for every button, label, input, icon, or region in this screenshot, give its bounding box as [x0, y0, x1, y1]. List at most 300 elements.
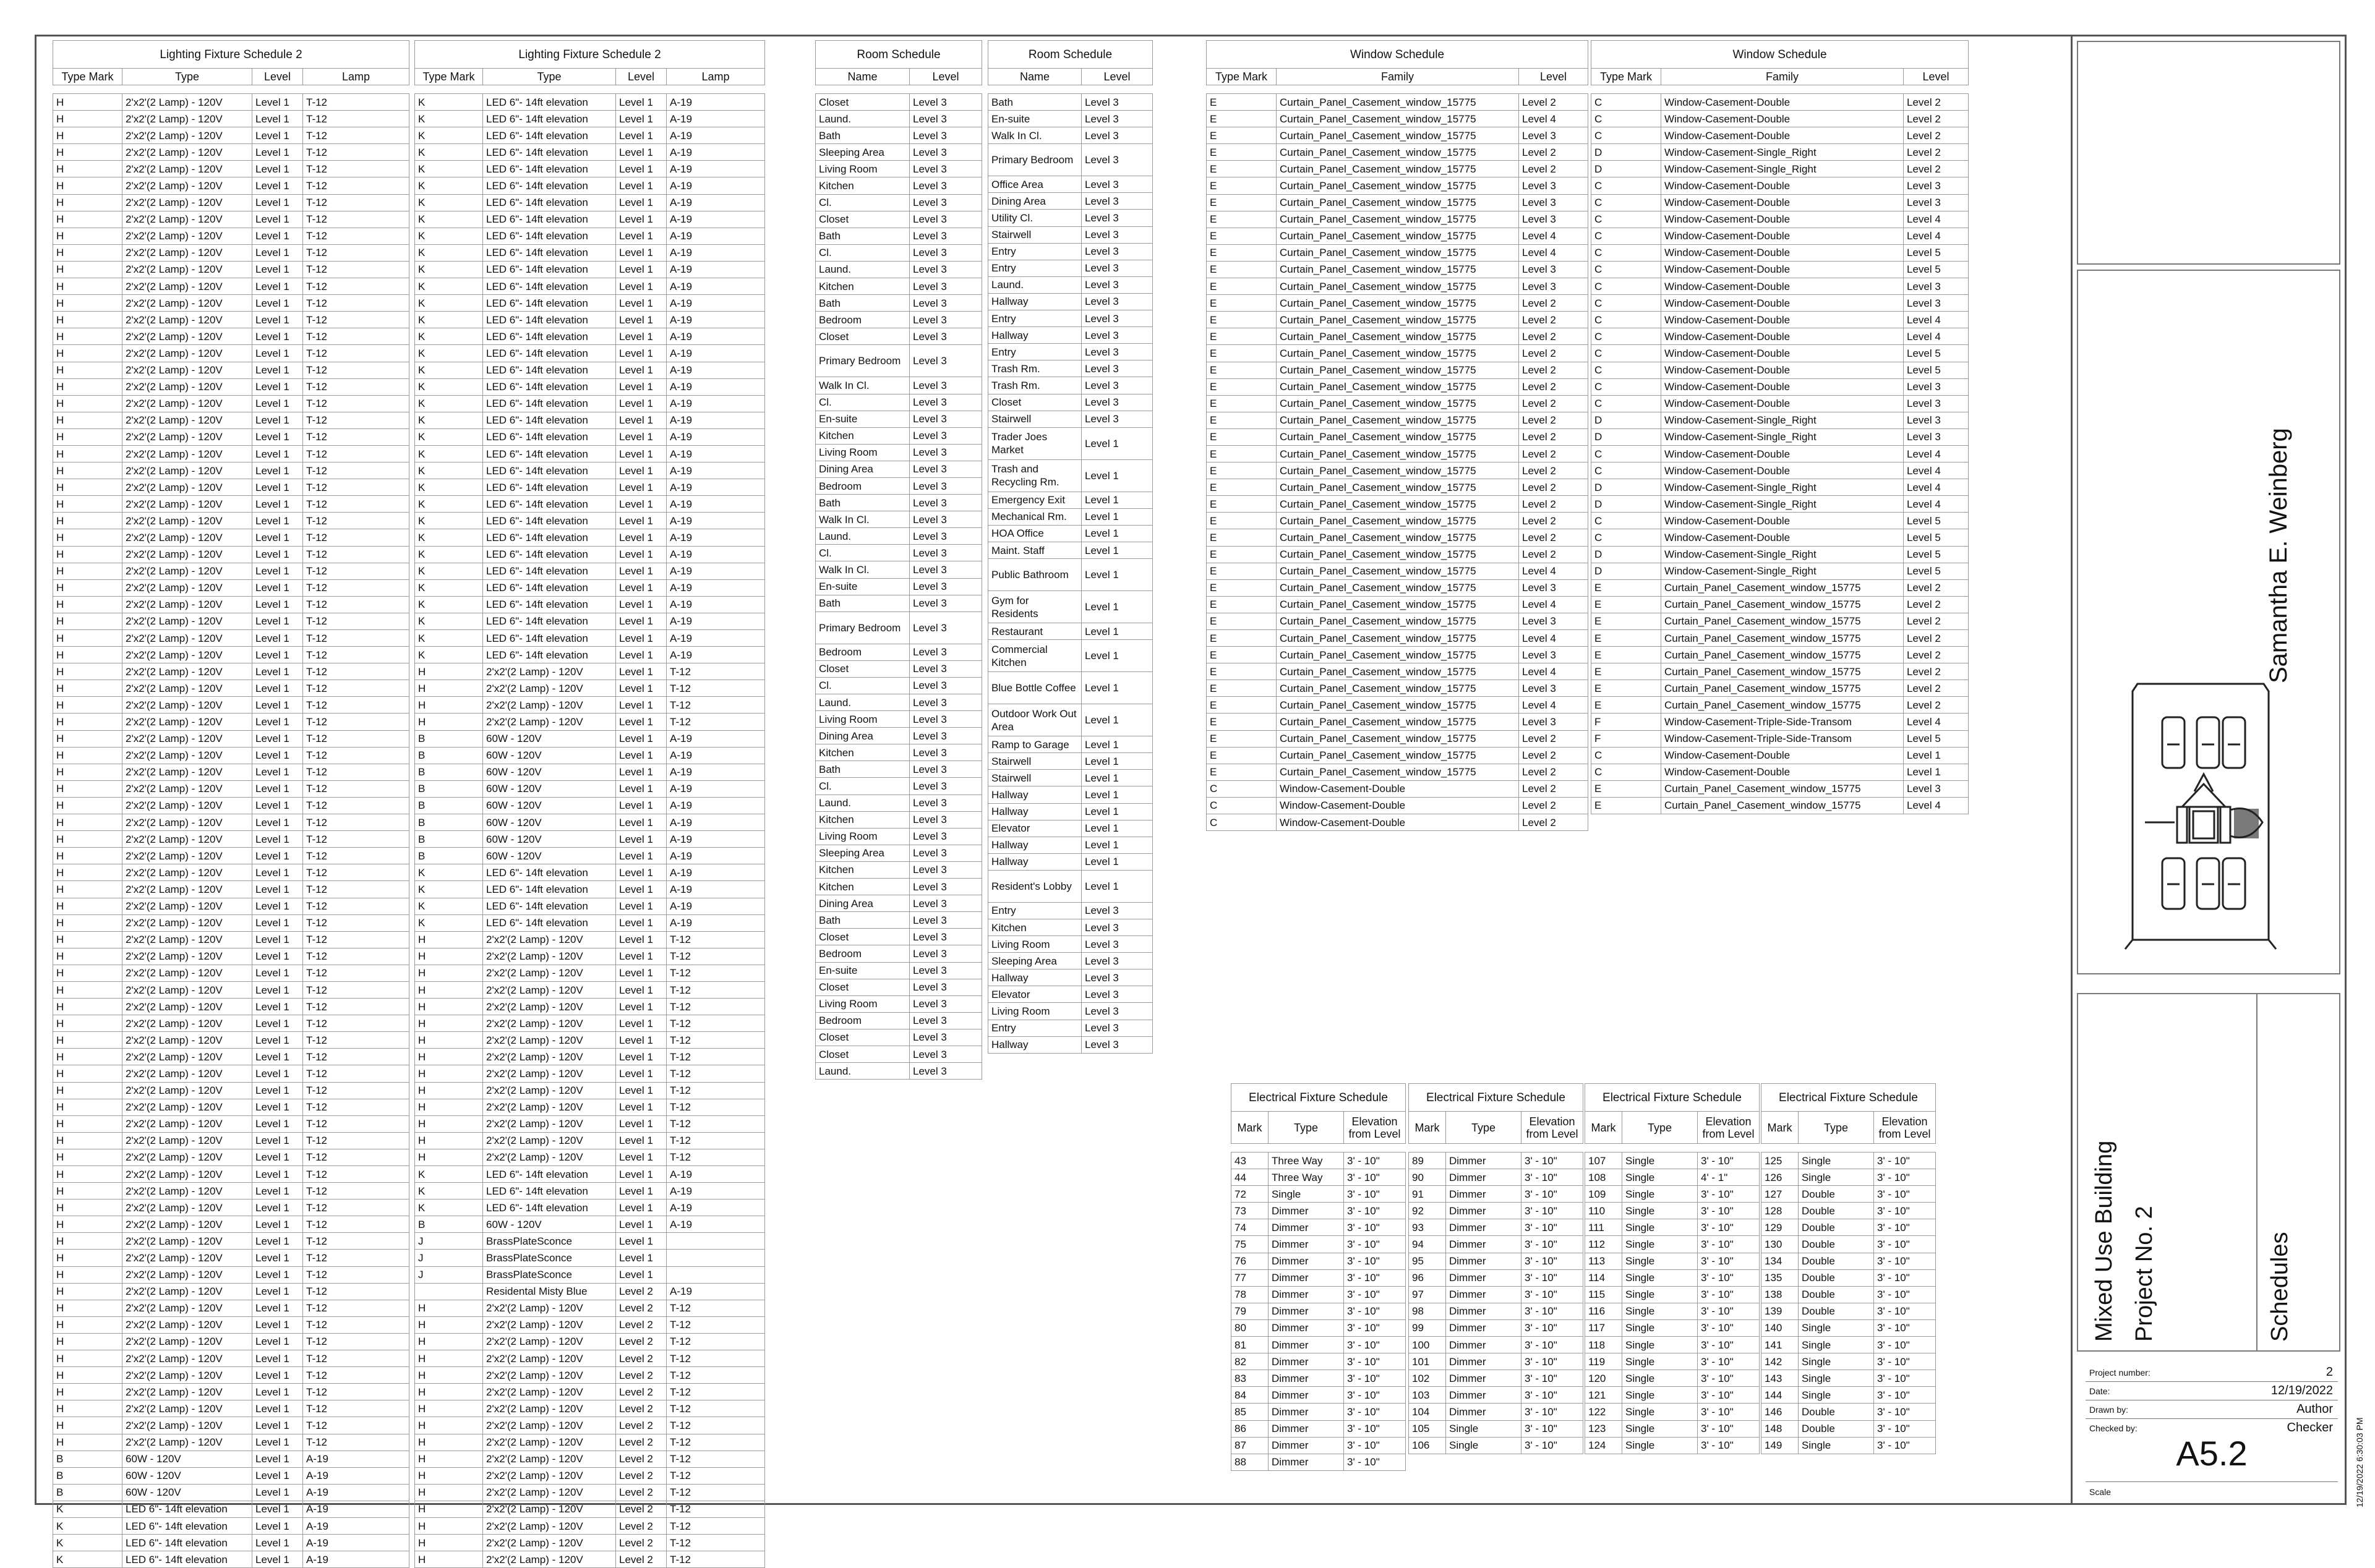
table-row: [415, 764, 765, 780]
table-cell: Level 1: [616, 1183, 667, 1199]
table-cell: Level 3: [910, 161, 982, 177]
table-cell: Level 3: [910, 194, 982, 211]
table-cell: H: [415, 981, 483, 998]
table-row: [53, 295, 409, 312]
table-row: [1761, 1420, 1936, 1437]
table-cell: T-12: [303, 228, 409, 244]
table-cell: E: [1207, 328, 1277, 345]
table-row: [1591, 295, 1969, 312]
table-row: [1591, 127, 1969, 144]
table-cell: 97: [1409, 1286, 1446, 1303]
table-cell: T-12: [303, 546, 409, 563]
table-row: [1409, 1286, 1583, 1303]
table-row: [415, 948, 765, 965]
table-cell: E: [1591, 663, 1661, 680]
table-cell: Level 3: [1904, 780, 1969, 797]
table-cell: 92: [1409, 1203, 1446, 1219]
table-cell: Level 1: [252, 1384, 303, 1400]
table-cell: 2'x2'(2 Lamp) - 120V: [483, 663, 616, 680]
table-cell: Dimmer: [1269, 1370, 1344, 1387]
table-cell: T-12: [667, 999, 765, 1015]
table-row: [415, 1434, 765, 1451]
table-cell: H: [415, 1551, 483, 1568]
table-cell: Level 1: [252, 177, 303, 194]
table-row: [1409, 1404, 1583, 1420]
table-cell: 2'x2'(2 Lamp) - 120V: [122, 445, 252, 462]
table-cell: Level 3: [910, 979, 982, 995]
table-cell: Level 1: [616, 1065, 667, 1082]
table-cell: D: [1591, 546, 1661, 563]
table-cell: H: [53, 1417, 122, 1434]
table-cell: T-12: [303, 647, 409, 663]
table-cell: Entry: [988, 243, 1082, 260]
column-header: Type: [1622, 1112, 1698, 1144]
table-cell: 2'x2'(2 Lamp) - 120V: [122, 663, 252, 680]
table-cell: Level 2: [616, 1551, 667, 1568]
table-cell: Single: [1622, 1253, 1698, 1269]
schedule-spacer-row: [1591, 85, 1969, 94]
table-cell: E: [1591, 780, 1661, 797]
table-cell: Level 3: [910, 444, 982, 461]
table-cell: D: [1591, 144, 1661, 161]
table-cell: 2'x2'(2 Lamp) - 120V: [122, 462, 252, 479]
table-cell: 2'x2'(2 Lamp) - 120V: [122, 730, 252, 747]
table-cell: Curtain_Panel_Casement_window_15775: [1277, 563, 1519, 579]
table-cell: Level 3: [1082, 394, 1153, 411]
table-cell: Level 3: [910, 144, 982, 161]
table-cell: 2'x2'(2 Lamp) - 120V: [122, 881, 252, 898]
table-cell: Mechanical Rm.: [988, 508, 1082, 525]
table-cell: Level 2: [1904, 697, 1969, 714]
table-row: [1591, 362, 1969, 378]
table-cell: Level 3: [910, 312, 982, 328]
table-cell: LED 6"- 14ft elevation: [483, 228, 616, 244]
table-cell: Single: [1622, 1186, 1698, 1203]
column-header: Name: [816, 69, 910, 85]
table-cell: Cl.: [816, 545, 910, 561]
checked-by-row: Checked by: Checker: [2089, 1421, 2333, 1434]
table-cell: 85: [1231, 1404, 1269, 1420]
table-cell: Level 1: [616, 428, 667, 445]
table-cell: Level 3: [1082, 919, 1153, 936]
table-row: [53, 412, 409, 428]
table-row: [816, 761, 982, 778]
table-cell: Walk In Cl.: [816, 377, 910, 394]
schedule-title-row: [415, 41, 765, 69]
table-cell: LED 6"- 14ft elevation: [122, 1535, 252, 1551]
table-cell: 105: [1409, 1420, 1446, 1437]
table-row: [53, 563, 409, 579]
table-row: [53, 881, 409, 898]
table-cell: Bath: [816, 761, 910, 778]
table-cell: T-12: [303, 1149, 409, 1165]
table-cell: Closet: [816, 1029, 910, 1046]
table-cell: 3' - 10": [1521, 1236, 1583, 1253]
table-row: [53, 864, 409, 881]
table-cell: Level 2: [616, 1501, 667, 1517]
table-cell: H: [53, 1082, 122, 1099]
table-cell: T-12: [303, 529, 409, 546]
table-cell: 127: [1761, 1186, 1799, 1203]
table-cell: Single: [1799, 1153, 1874, 1169]
table-cell: H: [53, 529, 122, 546]
table-row: [1207, 412, 1588, 428]
table-row: [415, 848, 765, 864]
table-cell: Level 1: [616, 730, 667, 747]
table-cell: A-19: [667, 496, 765, 513]
table-cell: A-19: [303, 1535, 409, 1551]
table-row: [1585, 1387, 1760, 1404]
table-row: [1409, 1319, 1583, 1336]
table-cell: B: [415, 730, 483, 747]
schedule-title-row: [1207, 41, 1588, 69]
table-row: [415, 931, 765, 948]
table-cell: LED 6"- 14ft elevation: [483, 513, 616, 529]
table-cell: Bath: [816, 595, 910, 611]
table-cell: A-19: [303, 1517, 409, 1534]
table-cell: Curtain_Panel_Casement_window_15775: [1277, 730, 1519, 747]
table-row: [816, 244, 982, 261]
table-cell: Level 1: [252, 1199, 303, 1216]
table-cell: Curtain_Panel_Casement_window_15775: [1277, 680, 1519, 697]
table-cell: A-19: [667, 513, 765, 529]
table-cell: 2'x2'(2 Lamp) - 120V: [122, 127, 252, 144]
table-cell: Level 2: [1904, 94, 1969, 111]
table-row: [53, 94, 409, 111]
table-cell: Dimmer: [1446, 1153, 1521, 1169]
table-row: [1231, 1186, 1406, 1203]
table-cell: Dimmer: [1269, 1437, 1344, 1454]
table-cell: Level 2: [1519, 345, 1588, 362]
drawn-by-row: Drawn by: Author: [2086, 1400, 2338, 1419]
table-row: [1207, 546, 1588, 563]
table-cell: Curtain_Panel_Casement_window_15775: [1277, 312, 1519, 328]
table-cell: Level 5: [1904, 513, 1969, 529]
table-cell: Curtain_Panel_Casement_window_15775: [1277, 697, 1519, 714]
table-cell: Level 3: [1904, 278, 1969, 295]
table-cell: B: [415, 797, 483, 814]
table-cell: Ramp to Garage: [988, 736, 1082, 753]
table-row: [53, 663, 409, 680]
table-cell: Bath: [988, 94, 1082, 111]
table-row: [1591, 228, 1969, 244]
schedule-header-row: [1591, 69, 1969, 85]
table-row: [1591, 680, 1969, 697]
table-cell: Dining Area: [816, 895, 910, 912]
schedule-title: Lighting Fixture Schedule 2: [53, 41, 409, 69]
table-row: [816, 660, 982, 677]
table-row: [1585, 1370, 1760, 1387]
table-cell: 2'x2'(2 Lamp) - 120V: [483, 965, 616, 981]
table-cell: 112: [1585, 1236, 1622, 1253]
table-cell: Curtain_Panel_Casement_window_15775: [1277, 412, 1519, 428]
table-cell: 2'x2'(2 Lamp) - 120V: [122, 1367, 252, 1384]
table-cell: Level 3: [1082, 111, 1153, 127]
table-cell: Level 1: [252, 362, 303, 378]
table-cell: Level 1: [252, 1132, 303, 1149]
table-cell: 2'x2'(2 Lamp) - 120V: [483, 948, 616, 965]
table-cell: Level 2: [616, 1367, 667, 1384]
table-cell: 2'x2'(2 Lamp) - 120V: [483, 1384, 616, 1400]
table-cell: F: [1591, 730, 1661, 747]
table-cell: Level 1: [252, 395, 303, 412]
table-cell: 2'x2'(2 Lamp) - 120V: [122, 898, 252, 914]
table-cell: [667, 1266, 765, 1283]
table-cell: Level 3: [910, 611, 982, 644]
table-row: [816, 261, 982, 278]
table-cell: A-19: [667, 328, 765, 345]
table-row: [415, 479, 765, 496]
table-cell: Curtain_Panel_Casement_window_15775: [1661, 647, 1904, 663]
table-row: [53, 730, 409, 747]
table-cell: 99: [1409, 1319, 1446, 1336]
table-cell: C: [1207, 814, 1277, 831]
table-cell: Curtain_Panel_Casement_window_15775: [1277, 764, 1519, 780]
table-cell: Level 1: [252, 462, 303, 479]
table-cell: 2'x2'(2 Lamp) - 120V: [122, 479, 252, 496]
table-cell: T-12: [667, 1367, 765, 1384]
table-cell: 2'x2'(2 Lamp) - 120V: [122, 1233, 252, 1250]
table-cell: T-12: [303, 814, 409, 831]
table-cell: H: [53, 764, 122, 780]
table-row: [988, 377, 1153, 394]
table-cell: Level 1: [252, 1350, 303, 1367]
table-cell: 2'x2'(2 Lamp) - 120V: [122, 1183, 252, 1199]
table-cell: Level 3: [910, 1063, 982, 1080]
table-cell: A-19: [667, 596, 765, 613]
table-cell: Level 3: [1082, 327, 1153, 344]
table-cell: T-12: [303, 395, 409, 412]
table-cell: Level 3: [910, 461, 982, 477]
column-header: Family: [1277, 69, 1519, 85]
table-row: [415, 345, 765, 362]
table-cell: Walk In Cl.: [816, 561, 910, 578]
table-row: [1761, 1153, 1936, 1169]
table-cell: Utility Cl.: [988, 210, 1082, 226]
table-cell: K: [415, 127, 483, 144]
column-header: Type: [1269, 1112, 1344, 1144]
table-cell: Level 1: [1082, 786, 1153, 803]
room-schedule-right: [988, 40, 1153, 1054]
table-cell: Level 1: [1082, 870, 1153, 902]
table-cell: Window-Casement-Double: [1661, 747, 1904, 764]
table-cell: Level 1: [1082, 427, 1153, 459]
table-row: [1207, 345, 1588, 362]
table-row: [988, 260, 1153, 276]
table-cell: H: [415, 999, 483, 1015]
table-cell: T-12: [667, 697, 765, 714]
table-cell: Trader Joes Market: [988, 427, 1082, 459]
table-row: [1409, 1370, 1583, 1387]
table-cell: K: [415, 211, 483, 228]
table-cell: T-12: [303, 261, 409, 278]
table-cell: C: [1591, 177, 1661, 194]
table-cell: A-19: [667, 613, 765, 629]
table-cell: E: [1207, 579, 1277, 596]
table-cell: 100: [1409, 1337, 1446, 1353]
table-row: [816, 177, 982, 194]
table-cell: 3' - 10": [1698, 1253, 1760, 1269]
table-cell: H: [53, 613, 122, 629]
table-row: [1231, 1153, 1406, 1169]
table-cell: Level 3: [910, 127, 982, 144]
table-row: [1207, 312, 1588, 328]
table-cell: T-12: [303, 513, 409, 529]
table-cell: Level 1: [252, 1517, 303, 1534]
table-row: [53, 596, 409, 613]
table-row: [988, 953, 1153, 969]
table-cell: Level 1: [252, 647, 303, 663]
table-cell: 2'x2'(2 Lamp) - 120V: [122, 312, 252, 328]
table-cell: Curtain_Panel_Casement_window_15775: [1277, 496, 1519, 513]
table-cell: T-12: [667, 1316, 765, 1333]
table-row: [988, 226, 1153, 243]
table-cell: Laund.: [816, 528, 910, 545]
table-cell: Curtain_Panel_Casement_window_15775: [1277, 161, 1519, 177]
table-cell: Single: [1799, 1387, 1874, 1404]
table-row: [1207, 479, 1588, 496]
table-cell: 2'x2'(2 Lamp) - 120V: [122, 1417, 252, 1434]
table-cell: Level 1: [616, 596, 667, 613]
table-cell: Walk In Cl.: [816, 511, 910, 528]
table-cell: 114: [1585, 1269, 1622, 1286]
table-cell: 121: [1585, 1387, 1622, 1404]
table-cell: 3' - 10": [1344, 1153, 1406, 1169]
table-cell: A-19: [667, 462, 765, 479]
table-cell: Level 2: [616, 1400, 667, 1417]
table-cell: Elevator: [988, 820, 1082, 837]
table-cell: Single: [1799, 1437, 1874, 1454]
table-cell: Level 3: [910, 929, 982, 945]
table-row: [1591, 412, 1969, 428]
table-cell: Hallway: [988, 837, 1082, 853]
table-cell: Level 2: [616, 1384, 667, 1400]
table-cell: 104: [1409, 1404, 1446, 1420]
table-row: [1207, 496, 1588, 513]
table-cell: Window-Casement-Double: [1661, 529, 1904, 546]
table-cell: LED 6"- 14ft elevation: [122, 1517, 252, 1534]
table-row: [1591, 161, 1969, 177]
table-row: [1409, 1186, 1583, 1203]
table-cell: T-12: [303, 881, 409, 898]
table-row: [1207, 127, 1588, 144]
table-cell: J: [415, 1233, 483, 1250]
table-cell: 124: [1585, 1437, 1622, 1454]
table-cell: Window-Casement-Double: [1661, 127, 1904, 144]
column-header: Level: [910, 69, 982, 85]
table-row: [53, 1333, 409, 1350]
table-cell: LED 6"- 14ft elevation: [122, 1501, 252, 1517]
table-cell: 111: [1585, 1219, 1622, 1236]
table-cell: Level 1: [1082, 736, 1153, 753]
table-cell: B: [53, 1484, 122, 1501]
table-cell: Level 1: [252, 211, 303, 228]
table-row: [1585, 1420, 1760, 1437]
table-cell: 89: [1409, 1153, 1446, 1169]
table-cell: 3' - 10": [1874, 1337, 1936, 1353]
table-cell: Curtain_Panel_Casement_window_15775: [1277, 328, 1519, 345]
schedule-title: Room Schedule: [816, 41, 982, 69]
table-cell: Level 1: [252, 161, 303, 177]
table-row: [415, 1333, 765, 1350]
table-cell: A-19: [667, 428, 765, 445]
table-cell: 2'x2'(2 Lamp) - 120V: [122, 714, 252, 730]
table-cell: 86: [1231, 1420, 1269, 1437]
project-number: 2: [2326, 1365, 2333, 1379]
table-cell: K: [415, 647, 483, 663]
table-cell: 3' - 10": [1344, 1454, 1406, 1470]
table-cell: 2'x2'(2 Lamp) - 120V: [122, 1250, 252, 1266]
table-cell: T-12: [303, 914, 409, 931]
table-row: [1591, 395, 1969, 412]
table-cell: 3' - 10": [1344, 1387, 1406, 1404]
table-cell: A-19: [667, 94, 765, 111]
column-header: Family: [1661, 69, 1904, 85]
spacer-cell: [1409, 1144, 1583, 1153]
table-cell: Level 2: [616, 1434, 667, 1451]
table-row: [816, 929, 982, 945]
table-cell: T-12: [667, 1434, 765, 1451]
table-cell: Level 4: [1519, 663, 1588, 680]
table-cell: T-12: [303, 697, 409, 714]
table-cell: C: [1591, 194, 1661, 211]
table-cell: 2'x2'(2 Lamp) - 120V: [483, 1451, 616, 1467]
table-cell: Curtain_Panel_Casement_window_15775: [1277, 630, 1519, 647]
table-cell: Level 3: [1519, 714, 1588, 730]
table-cell: 3' - 10": [1874, 1203, 1936, 1219]
table-cell: T-12: [303, 797, 409, 814]
table-cell: T-12: [303, 714, 409, 730]
table-row: [415, 1082, 765, 1099]
table-cell: Level 5: [1904, 529, 1969, 546]
table-cell: Single: [1622, 1153, 1698, 1169]
table-cell: 72: [1231, 1186, 1269, 1203]
table-cell: Primary Bedroom: [816, 345, 910, 377]
table-cell: Level 1: [252, 747, 303, 764]
window-schedule-left: [1206, 40, 1588, 831]
table-cell: Dimmer: [1446, 1236, 1521, 1253]
table-cell: Hallway: [988, 853, 1082, 870]
table-cell: Single: [1622, 1337, 1698, 1353]
table-row: [988, 837, 1153, 853]
table-row: [816, 495, 982, 511]
table-row: [1207, 680, 1588, 697]
table-cell: 3' - 10": [1698, 1153, 1760, 1169]
table-row: [988, 394, 1153, 411]
table-cell: 2'x2'(2 Lamp) - 120V: [483, 1015, 616, 1032]
column-header: Lamp: [303, 69, 409, 85]
table-cell: A-19: [667, 127, 765, 144]
table-cell: Office Area: [988, 176, 1082, 193]
table-cell: 2'x2'(2 Lamp) - 120V: [122, 144, 252, 161]
table-cell: Level 1: [252, 1099, 303, 1115]
table-row: [415, 1032, 765, 1049]
table-row: [988, 820, 1153, 837]
table-cell: Window-Casement-Double: [1661, 211, 1904, 228]
table-cell: Level 1: [616, 848, 667, 864]
table-cell: E: [1207, 395, 1277, 412]
table-cell: Level 3: [1082, 1020, 1153, 1036]
table-cell: Dimmer: [1269, 1319, 1344, 1336]
table-cell: Level 1: [616, 378, 667, 395]
table-cell: T-12: [303, 462, 409, 479]
table-cell: T-12: [303, 1350, 409, 1367]
table-cell: Level 1: [252, 1367, 303, 1384]
table-row: [988, 193, 1153, 210]
table-row: [53, 1082, 409, 1099]
table-cell: Stairwell: [988, 226, 1082, 243]
schedule-title-row: [1585, 1084, 1760, 1112]
